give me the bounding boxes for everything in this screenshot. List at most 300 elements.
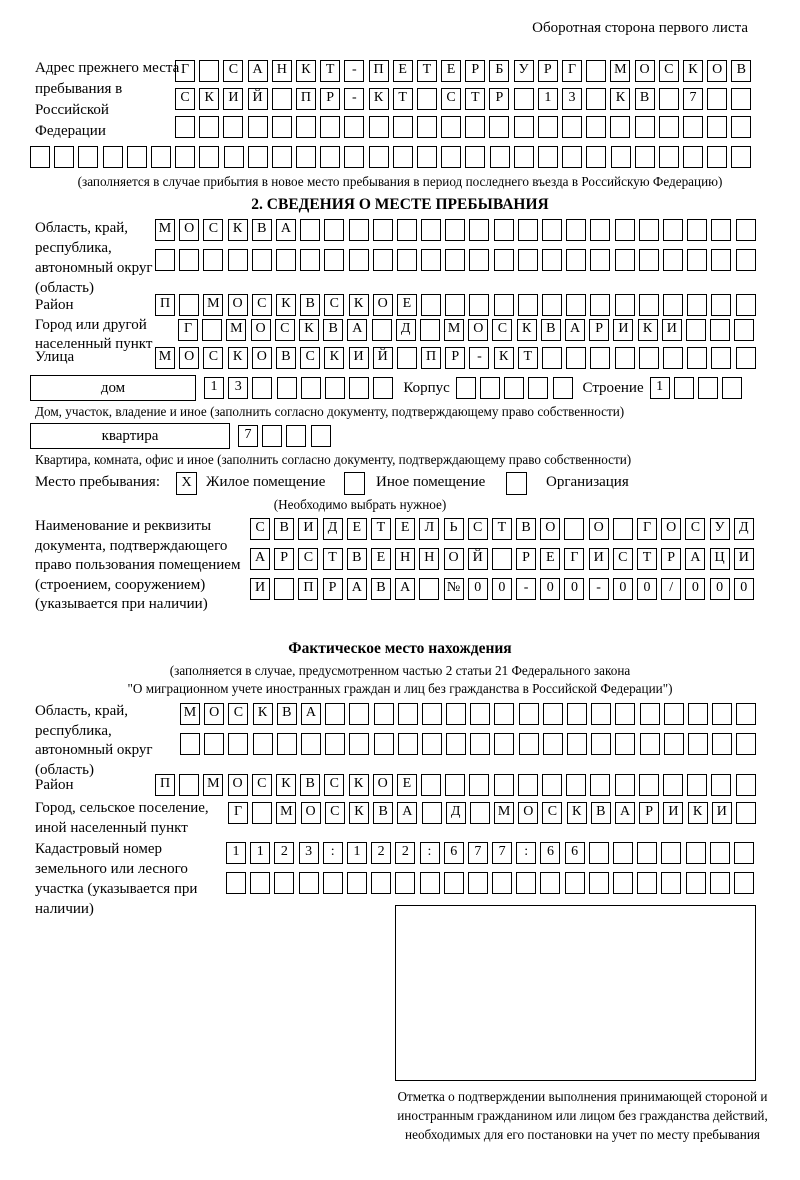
char-box[interactable] — [422, 703, 442, 725]
char-box[interactable] — [712, 703, 732, 725]
char-box[interactable] — [736, 802, 756, 824]
char-box[interactable] — [639, 347, 659, 369]
char-box[interactable] — [711, 347, 731, 369]
char-box[interactable] — [615, 294, 635, 316]
char-box[interactable] — [422, 733, 442, 755]
char-box[interactable] — [470, 733, 490, 755]
char-box[interactable]: Г — [175, 60, 195, 82]
char-box[interactable] — [372, 319, 392, 341]
char-box[interactable]: Р — [589, 319, 609, 341]
char-box[interactable]: П — [421, 347, 441, 369]
char-box[interactable]: О — [373, 774, 393, 796]
char-box[interactable]: 2 — [274, 842, 294, 864]
char-box[interactable]: Т — [518, 347, 538, 369]
char-box[interactable] — [711, 249, 731, 271]
char-box[interactable]: Р — [516, 548, 536, 570]
char-box[interactable] — [542, 249, 562, 271]
char-box[interactable]: К — [638, 319, 658, 341]
char-box[interactable] — [301, 733, 321, 755]
char-box[interactable]: А — [685, 548, 705, 570]
char-box[interactable]: С — [250, 518, 270, 540]
char-box[interactable] — [151, 146, 171, 168]
char-box[interactable]: В — [277, 703, 297, 725]
char-box[interactable] — [528, 377, 548, 399]
char-box[interactable] — [683, 116, 703, 138]
char-box[interactable] — [543, 703, 563, 725]
char-box[interactable]: Л — [419, 518, 439, 540]
char-box[interactable] — [445, 774, 465, 796]
char-box[interactable]: 0 — [685, 578, 705, 600]
char-box[interactable]: Ь — [444, 518, 464, 540]
char-box[interactable] — [639, 774, 659, 796]
char-box[interactable] — [490, 146, 510, 168]
char-box[interactable] — [586, 88, 606, 110]
char-box[interactable]: С — [325, 802, 345, 824]
char-box[interactable] — [272, 116, 292, 138]
char-box[interactable] — [566, 294, 586, 316]
char-box[interactable] — [586, 116, 606, 138]
char-box[interactable]: С — [300, 347, 320, 369]
char-box[interactable] — [686, 319, 706, 341]
char-box[interactable]: Б — [489, 60, 509, 82]
char-box[interactable]: М — [494, 802, 514, 824]
char-box[interactable] — [274, 872, 294, 894]
char-box[interactable] — [707, 116, 727, 138]
char-box[interactable] — [179, 774, 199, 796]
char-box[interactable] — [494, 774, 514, 796]
char-box[interactable] — [664, 733, 684, 755]
char-box[interactable] — [398, 703, 418, 725]
char-box[interactable]: 3 — [228, 377, 248, 399]
char-box[interactable]: Ц — [710, 548, 730, 570]
char-box[interactable] — [635, 116, 655, 138]
char-box[interactable] — [397, 249, 417, 271]
char-box[interactable]: Й — [468, 548, 488, 570]
char-box[interactable]: Г — [228, 802, 248, 824]
char-box[interactable] — [615, 703, 635, 725]
char-box[interactable]: А — [395, 578, 415, 600]
char-box[interactable]: О — [204, 703, 224, 725]
char-box[interactable] — [444, 872, 464, 894]
char-box[interactable]: О — [589, 518, 609, 540]
char-box[interactable] — [179, 249, 199, 271]
char-box[interactable]: А — [565, 319, 585, 341]
char-box[interactable]: М — [155, 347, 175, 369]
char-box[interactable] — [494, 294, 514, 316]
char-box[interactable]: В — [373, 802, 393, 824]
char-box[interactable] — [683, 146, 703, 168]
char-box[interactable]: Г — [564, 548, 584, 570]
char-box[interactable] — [320, 146, 340, 168]
char-box[interactable]: С — [252, 774, 272, 796]
char-box[interactable]: К — [228, 347, 248, 369]
char-box[interactable] — [397, 219, 417, 241]
char-box[interactable]: Т — [371, 518, 391, 540]
char-box[interactable] — [687, 249, 707, 271]
char-box[interactable]: И — [298, 518, 318, 540]
char-box[interactable]: 2 — [371, 842, 391, 864]
char-box[interactable] — [516, 872, 536, 894]
char-box[interactable]: Р — [465, 60, 485, 82]
char-box[interactable] — [250, 872, 270, 894]
char-box[interactable]: 1 — [250, 842, 270, 864]
char-box[interactable] — [203, 249, 223, 271]
char-box[interactable]: 6 — [565, 842, 585, 864]
char-box[interactable] — [272, 88, 292, 110]
char-box[interactable]: В — [731, 60, 751, 82]
char-box[interactable]: С — [252, 294, 272, 316]
char-box[interactable] — [640, 703, 660, 725]
char-box[interactable]: О — [179, 219, 199, 241]
char-box[interactable]: : — [323, 842, 343, 864]
char-box[interactable]: И — [589, 548, 609, 570]
char-box[interactable]: К — [494, 347, 514, 369]
char-box[interactable] — [30, 146, 50, 168]
char-box[interactable] — [591, 703, 611, 725]
char-box[interactable] — [252, 249, 272, 271]
char-box[interactable] — [674, 377, 694, 399]
char-box[interactable] — [514, 146, 534, 168]
char-box[interactable] — [421, 774, 441, 796]
char-box[interactable] — [542, 347, 562, 369]
char-box[interactable] — [494, 249, 514, 271]
char-box[interactable]: К — [683, 60, 703, 82]
char-box[interactable] — [566, 774, 586, 796]
char-box[interactable] — [300, 249, 320, 271]
char-box[interactable]: Е — [397, 294, 417, 316]
char-box[interactable] — [659, 88, 679, 110]
char-box[interactable]: П — [298, 578, 318, 600]
char-box[interactable]: Р — [320, 88, 340, 110]
char-box[interactable]: И — [349, 347, 369, 369]
char-box[interactable] — [615, 249, 635, 271]
char-box[interactable]: Е — [347, 518, 367, 540]
char-box[interactable]: Й — [373, 347, 393, 369]
char-box[interactable] — [374, 703, 394, 725]
char-box[interactable] — [397, 347, 417, 369]
char-box[interactable] — [635, 146, 655, 168]
char-box[interactable] — [736, 703, 756, 725]
char-box[interactable]: С — [613, 548, 633, 570]
char-box[interactable] — [373, 249, 393, 271]
char-box[interactable] — [248, 146, 268, 168]
char-box[interactable]: 3 — [299, 842, 319, 864]
char-box[interactable] — [494, 733, 514, 755]
char-box[interactable]: О — [301, 802, 321, 824]
char-box[interactable] — [731, 146, 751, 168]
char-box[interactable]: Е — [441, 60, 461, 82]
char-box[interactable]: У — [710, 518, 730, 540]
char-box[interactable] — [712, 733, 732, 755]
char-box[interactable]: К — [276, 294, 296, 316]
char-box[interactable] — [277, 733, 297, 755]
char-box[interactable] — [519, 703, 539, 725]
char-box[interactable] — [518, 294, 538, 316]
char-box[interactable] — [180, 733, 200, 755]
char-box[interactable] — [349, 219, 369, 241]
char-box[interactable]: В — [541, 319, 561, 341]
char-box[interactable] — [371, 872, 391, 894]
char-box[interactable] — [504, 377, 524, 399]
char-box[interactable] — [419, 578, 439, 600]
char-box[interactable] — [456, 377, 476, 399]
char-box[interactable]: И — [223, 88, 243, 110]
char-box[interactable]: Т — [637, 548, 657, 570]
char-box[interactable]: - — [344, 60, 364, 82]
char-box[interactable]: Г — [637, 518, 657, 540]
char-box[interactable] — [417, 116, 437, 138]
char-box[interactable] — [344, 116, 364, 138]
char-box[interactable] — [710, 872, 730, 894]
char-box[interactable] — [469, 249, 489, 271]
char-box[interactable] — [248, 116, 268, 138]
char-box[interactable]: С — [542, 802, 562, 824]
char-box[interactable] — [687, 219, 707, 241]
char-box[interactable]: К — [253, 703, 273, 725]
char-box[interactable]: В — [276, 347, 296, 369]
char-box[interactable] — [417, 88, 437, 110]
char-box[interactable] — [615, 774, 635, 796]
char-box[interactable]: А — [248, 60, 268, 82]
char-box[interactable]: М — [180, 703, 200, 725]
char-box[interactable] — [639, 219, 659, 241]
char-box[interactable] — [711, 219, 731, 241]
char-box[interactable] — [468, 872, 488, 894]
char-box[interactable] — [446, 703, 466, 725]
char-box[interactable]: О — [518, 802, 538, 824]
char-box[interactable]: Р — [323, 578, 343, 600]
char-box[interactable] — [663, 774, 683, 796]
char-box[interactable]: Т — [323, 548, 343, 570]
char-box[interactable] — [311, 425, 331, 447]
char-box[interactable] — [736, 774, 756, 796]
char-box[interactable] — [78, 146, 98, 168]
char-box[interactable] — [565, 872, 585, 894]
char-box[interactable]: Т — [465, 88, 485, 110]
char-box[interactable]: Е — [371, 548, 391, 570]
char-box[interactable]: К — [369, 88, 389, 110]
char-box[interactable] — [199, 60, 219, 82]
char-box[interactable] — [446, 733, 466, 755]
char-box[interactable] — [398, 733, 418, 755]
char-box[interactable] — [349, 377, 369, 399]
char-box[interactable]: С — [223, 60, 243, 82]
char-box[interactable] — [470, 703, 490, 725]
char-box[interactable]: К — [688, 802, 708, 824]
char-box[interactable]: 0 — [734, 578, 754, 600]
char-box[interactable]: И — [250, 578, 270, 600]
char-box[interactable] — [688, 733, 708, 755]
char-box[interactable]: 0 — [468, 578, 488, 600]
char-box[interactable] — [344, 146, 364, 168]
char-box[interactable] — [204, 733, 224, 755]
char-box[interactable]: Е — [397, 774, 417, 796]
char-box[interactable]: И — [613, 319, 633, 341]
char-box[interactable]: Д — [396, 319, 416, 341]
char-box[interactable]: О — [228, 294, 248, 316]
char-box[interactable]: Т — [417, 60, 437, 82]
char-box[interactable]: 6 — [540, 842, 560, 864]
char-box[interactable]: С — [175, 88, 195, 110]
char-box[interactable]: О — [251, 319, 271, 341]
char-box[interactable] — [301, 377, 321, 399]
char-box[interactable]: К — [296, 60, 316, 82]
char-box[interactable] — [369, 116, 389, 138]
char-box[interactable]: О — [179, 347, 199, 369]
char-box[interactable] — [736, 219, 756, 241]
char-box[interactable] — [494, 703, 514, 725]
char-box[interactable]: В — [252, 219, 272, 241]
char-box[interactable]: - — [589, 578, 609, 600]
char-box[interactable] — [663, 294, 683, 316]
char-box[interactable]: К — [349, 802, 369, 824]
char-box[interactable]: Д — [323, 518, 343, 540]
char-box[interactable]: О — [373, 294, 393, 316]
char-box[interactable] — [542, 219, 562, 241]
char-box[interactable]: П — [155, 294, 175, 316]
char-box[interactable]: В — [300, 774, 320, 796]
char-box[interactable]: 0 — [710, 578, 730, 600]
char-box[interactable] — [420, 319, 440, 341]
char-box[interactable] — [103, 146, 123, 168]
char-box[interactable]: К — [517, 319, 537, 341]
char-box[interactable] — [615, 219, 635, 241]
char-box[interactable]: К — [610, 88, 630, 110]
char-box[interactable]: О — [228, 774, 248, 796]
char-box[interactable]: О — [707, 60, 727, 82]
char-box[interactable] — [489, 116, 509, 138]
char-box[interactable]: И — [663, 802, 683, 824]
char-box[interactable] — [611, 146, 631, 168]
char-box[interactable]: У — [514, 60, 534, 82]
char-box[interactable]: К — [567, 802, 587, 824]
char-box[interactable] — [299, 872, 319, 894]
char-box[interactable] — [199, 146, 219, 168]
char-box[interactable] — [613, 842, 633, 864]
char-box[interactable] — [469, 294, 489, 316]
char-box[interactable]: К — [276, 774, 296, 796]
char-box[interactable] — [422, 802, 442, 824]
char-box[interactable] — [274, 578, 294, 600]
char-box[interactable] — [421, 219, 441, 241]
char-box[interactable] — [707, 146, 727, 168]
char-box[interactable] — [736, 733, 756, 755]
char-box[interactable] — [296, 116, 316, 138]
char-box[interactable]: К — [199, 88, 219, 110]
stay-option-organization-checkbox[interactable] — [506, 472, 527, 495]
char-box[interactable] — [710, 842, 730, 864]
char-box[interactable] — [736, 249, 756, 271]
char-box[interactable] — [325, 733, 345, 755]
char-box[interactable] — [688, 703, 708, 725]
char-box[interactable] — [542, 294, 562, 316]
char-box[interactable] — [470, 802, 490, 824]
char-box[interactable]: 1 — [538, 88, 558, 110]
char-box[interactable]: 7 — [238, 425, 258, 447]
char-box[interactable] — [711, 294, 731, 316]
char-box[interactable]: Г — [178, 319, 198, 341]
char-box[interactable]: М — [444, 319, 464, 341]
char-box[interactable]: - — [344, 88, 364, 110]
char-box[interactable]: С — [659, 60, 679, 82]
char-box[interactable]: В — [591, 802, 611, 824]
char-box[interactable] — [736, 294, 756, 316]
char-box[interactable] — [252, 377, 272, 399]
char-box[interactable] — [661, 842, 681, 864]
char-box[interactable]: О — [540, 518, 560, 540]
char-box[interactable] — [272, 146, 292, 168]
char-box[interactable] — [277, 377, 297, 399]
char-box[interactable] — [253, 733, 273, 755]
char-box[interactable] — [615, 733, 635, 755]
char-box[interactable] — [562, 116, 582, 138]
char-box[interactable]: А — [347, 319, 367, 341]
char-box[interactable] — [663, 219, 683, 241]
char-box[interactable]: - — [516, 578, 536, 600]
char-box[interactable]: Г — [562, 60, 582, 82]
char-box[interactable] — [734, 319, 754, 341]
char-box[interactable] — [262, 425, 282, 447]
char-box[interactable]: М — [203, 774, 223, 796]
char-box[interactable] — [586, 60, 606, 82]
char-box[interactable]: Е — [395, 518, 415, 540]
char-box[interactable] — [567, 703, 587, 725]
char-box[interactable]: В — [347, 548, 367, 570]
char-box[interactable]: Й — [248, 88, 268, 110]
char-box[interactable] — [610, 116, 630, 138]
char-box[interactable] — [663, 347, 683, 369]
char-box[interactable]: В — [274, 518, 294, 540]
char-box[interactable]: С — [275, 319, 295, 341]
char-box[interactable]: П — [296, 88, 316, 110]
char-box[interactable] — [441, 146, 461, 168]
char-box[interactable] — [566, 219, 586, 241]
char-box[interactable]: В — [323, 319, 343, 341]
char-box[interactable] — [349, 733, 369, 755]
char-box[interactable]: - — [469, 347, 489, 369]
char-box[interactable]: И — [712, 802, 732, 824]
char-box[interactable] — [465, 146, 485, 168]
char-box[interactable]: Р — [489, 88, 509, 110]
char-box[interactable]: Р — [445, 347, 465, 369]
char-box[interactable] — [228, 733, 248, 755]
char-box[interactable] — [687, 294, 707, 316]
char-box[interactable] — [373, 219, 393, 241]
char-box[interactable] — [538, 146, 558, 168]
char-box[interactable]: М — [610, 60, 630, 82]
char-box[interactable] — [155, 249, 175, 271]
char-box[interactable] — [686, 872, 706, 894]
char-box[interactable] — [722, 377, 742, 399]
char-box[interactable]: Р — [274, 548, 294, 570]
char-box[interactable]: С — [324, 294, 344, 316]
char-box[interactable] — [421, 294, 441, 316]
char-box[interactable] — [179, 294, 199, 316]
char-box[interactable] — [553, 377, 573, 399]
char-box[interactable]: М — [155, 219, 175, 241]
char-box[interactable]: С — [228, 703, 248, 725]
char-box[interactable]: Д — [446, 802, 466, 824]
char-box[interactable] — [590, 294, 610, 316]
char-box[interactable] — [393, 116, 413, 138]
char-box[interactable] — [686, 842, 706, 864]
char-box[interactable] — [637, 842, 657, 864]
stay-option-residential-checkbox[interactable]: X — [176, 472, 197, 495]
char-box[interactable] — [252, 802, 272, 824]
char-box[interactable] — [590, 219, 610, 241]
char-box[interactable]: М — [276, 802, 296, 824]
char-box[interactable]: Н — [272, 60, 292, 82]
